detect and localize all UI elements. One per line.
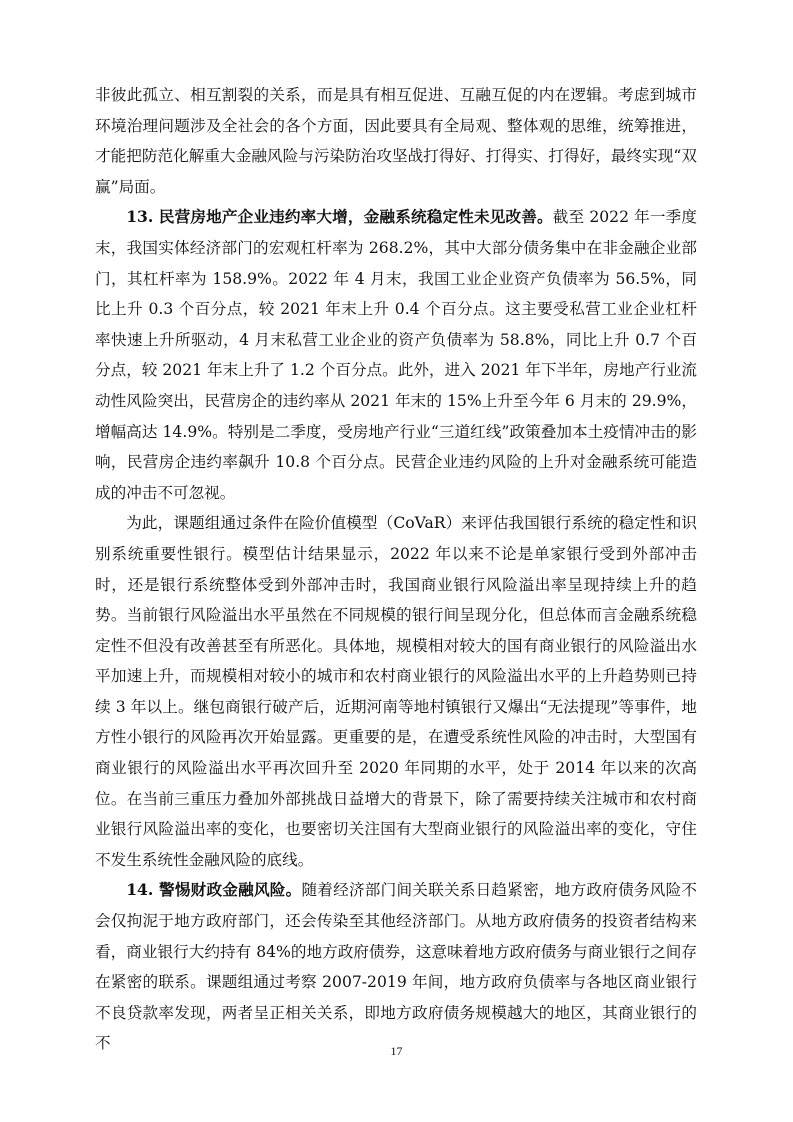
body-text (95, 80, 697, 1059)
paragraph-body: 截至 2022 年一季度末，我国实体经济部门的宏观杠杆率为 268.2%，其中大部分债务集中在非金融企业部门，其杠杆率为 158.9%。2022 年 4 月末，我国工业企业资产负债率为 56.5%，同比上升 0.3 个百分点，较 2021 年末上升 0.4 个百分点。这主要受私营工业企业杠杆率快速上升所驱动，4 月末私营工业企业的资产负债率为 58.8%，同比上升 0.7 个百分点，较 2021 年末上升了 1.2 个百分点。此外，进入 2021 年下半年，房地产行业流动性风险突出，民营房企的违约率从 2021 年末的 15%上升至今年 6 月末的 29.9%，增幅高达 14.9%。特别是二季度，受房地产行业“三道红线”政策叠加本土疫情冲击的影响，民营房企违约率飙升 10.8 个百分点。民营企业违约风险的上升对金融系统可能造成的冲击不可忽视。 (95, 208, 697, 502)
page-number: 17 (390, 1044, 403, 1058)
paragraph-body: 为此，课题组通过条件在险价值模型（CoVaR）来评估我国银行系统的稳定性和识别系统重要性银行。模型估计结果显示，2022 年以来不论是单家银行受到外部冲击时，还是银行系统整体受到外部冲击时，我国商业银行风险溢出率呈现持续上升的趋势。当前银行风险溢出水平虽然在不同规模的银行间呈现分化，但总体而言金融系统稳定性不但没有改善甚至有所恶化。具体地，规模相对较大的国有商业银行的风险溢出水平加速上升，而规模相对较小的城市和农村商业银行的风险溢出水平的上升趋势则已持续 3 年以上。继包商银行破产后，近期河南等地村镇银行又爆出“无法提现”等事件，地方性小银行的风险再次开始显露。更重要的是，在遭受系统性风险的冲击时，大型国有商业银行的风险溢出水平再次回升至 2020 年同期的水平，处于 2014 年以来的次高位。在当前三重压力叠加外部挑战日益增大的背景下，除了需要持续关注城市和农村商业银行风险溢出率的变化，也要密切关注国有大型商业银行的风险溢出率的变化，守住不发生系统性金融风险的底线。 (95, 514, 697, 869)
paragraph-13 (95, 202, 697, 508)
paragraph-heading: 14. 警惕财政金融风险。 (126, 880, 302, 900)
paragraph-body: 非彼此孤立、相互割裂的关系，而是具有相互促进、互融互促的内在逻辑。考虑到城市环境治理问题涉及全社会的各个方面，因此要具有全局观、整体观的思维，统筹推进，才能把防范化解重大金融风险与污染防治攻坚战打得好、打得实、打得好，最终实现“双赢”局面。 (95, 86, 697, 196)
paragraph-covar (95, 508, 697, 875)
paragraph-14 (95, 875, 697, 1059)
paragraph-body: 随着经济部门间关联关系日趋紧密，地方政府债务风险不会仅拘泥于地方政府部门，还会传染至其他经济部门。从地方政府债务的投资者结构来看，商业银行大约持有 84%的地方政府债券，这意味着地方政府债务与商业银行之间存在紧密的联系。课题组通过考察 2007-2019 年间，地方政府负债率与各地区商业银行不良贷款率发现，两者呈正相关关系，即地方政府债务规模越大的地区，其商业银行的不 (95, 881, 697, 1053)
paragraph-continuation (95, 80, 697, 202)
paragraph-heading: 13. 民营房地产企业违约率大增，金融系统稳定性未见改善。 (126, 207, 553, 227)
